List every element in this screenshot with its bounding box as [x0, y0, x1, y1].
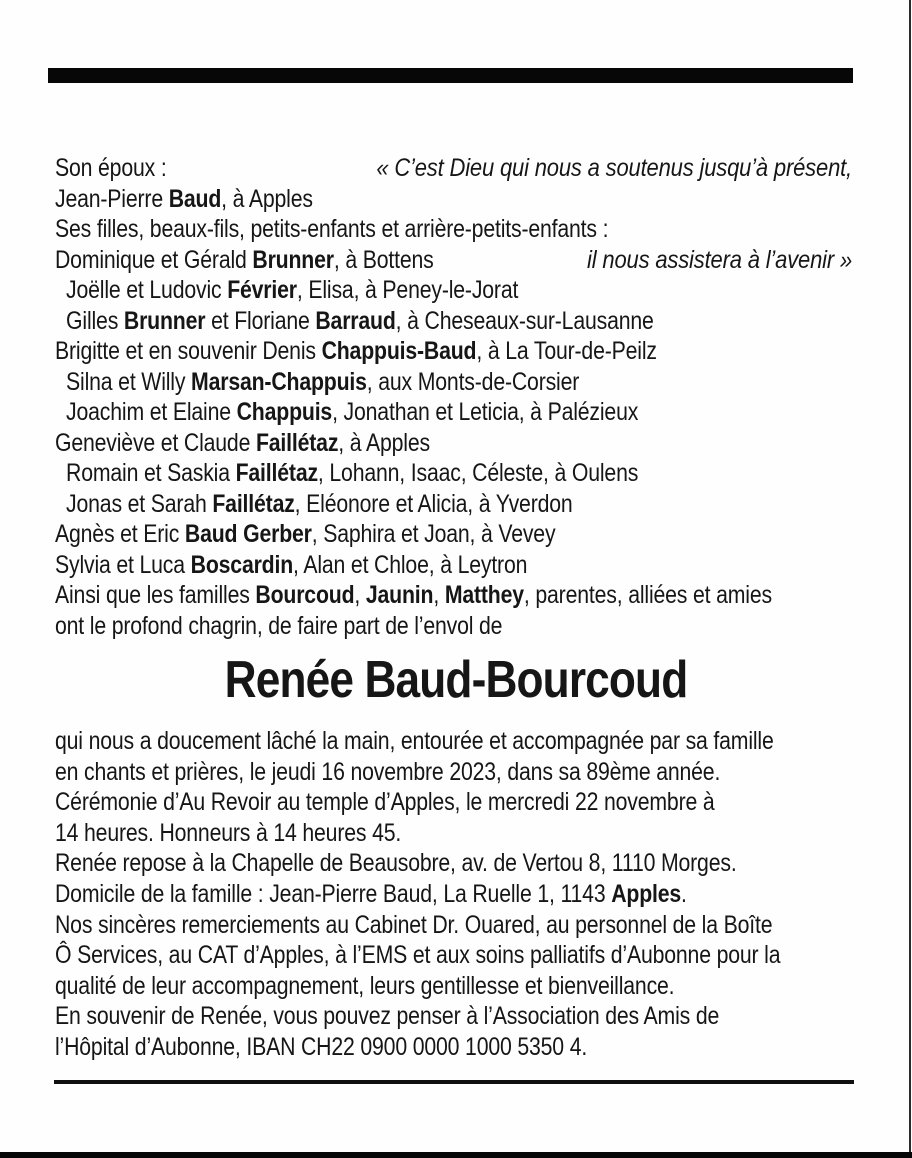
text-line: [55, 1032, 854, 1063]
text-line: [55, 214, 854, 245]
text-segment: Joëlle et Ludovic: [66, 276, 228, 304]
text-segment: Nos sincères remerciements au Cabinet Dr. Ouared, au personnel de la Boîte: [55, 910, 773, 939]
name-bold: Chappuis: [236, 398, 333, 426]
footer-rule: [54, 1080, 854, 1084]
text-segment: En souvenir de Renée, vous pouvez penser à l’Association des Amis de: [55, 1002, 720, 1031]
text-line: [55, 428, 854, 459]
name-bold: Faillétaz: [212, 489, 295, 518]
quote-line-2: il nous assistera à l’avenir »: [587, 245, 852, 274]
text-segment: , à Cheseaux-sur-Lausanne: [395, 306, 654, 335]
text-line: [55, 611, 854, 642]
name-bold: Boscardin: [190, 550, 294, 579]
text-segment: Joachim et Elaine: [66, 398, 237, 426]
text-segment: , Elisa, à Peney-le-Jorat: [296, 276, 519, 304]
name-bold: Brunner: [123, 306, 206, 335]
text-segment: , aux Monts-de-Corsier: [366, 367, 580, 396]
text-line: [55, 580, 854, 611]
text-segment: l’Hôpital d’Aubonne, IBAN CH22 0900 0000 1000 5350 4.: [55, 1032, 588, 1061]
text-segment: Renée repose à la Chapelle de Beausobre, av. de Vertou 8, 1110 Morges.: [55, 849, 737, 878]
text-segment: Ainsi que les familles: [55, 581, 256, 609]
text-line: [55, 818, 854, 849]
text-line: [55, 458, 854, 489]
text-segment: Domicile de la famille : Jean-Pierre Baud, La Ruelle 1, 1143: [55, 879, 612, 908]
text-segment: , Jonathan et Leticia, à Palézieux: [332, 398, 639, 426]
text-line: [55, 519, 854, 550]
text-segment: Agnès et Eric: [55, 520, 185, 548]
text-line: [55, 397, 854, 428]
text-segment: Gilles: [66, 306, 124, 335]
text-segment: , à La Tour-de-Peilz: [476, 337, 657, 365]
text-line: [55, 184, 854, 215]
text-segment: Jean-Pierre: [55, 184, 169, 213]
quote-line-1: « C’est Dieu qui nous a soutenus jusqu’à présent,: [376, 154, 852, 182]
text-line: [55, 848, 854, 879]
text-segment: en chants et prières, le jeudi 16 novembre 2023, dans sa 89ème année.: [55, 757, 721, 786]
text-segment: , à Bottens: [333, 245, 434, 274]
text-segment: , Eléonore et Alicia, à Yverdon: [294, 489, 573, 518]
name-bold: Matthey: [444, 581, 524, 609]
text-line: [55, 787, 854, 818]
text-segment: 14 heures. Honneurs à 14 heures 45.: [55, 818, 402, 847]
text-line: [55, 879, 854, 910]
header-bar: [48, 68, 853, 83]
text-segment: Dominique et Gérald: [55, 245, 253, 274]
text-line: [55, 1001, 854, 1032]
name-bold: Faillétaz: [255, 428, 339, 457]
text-line: [55, 940, 854, 971]
text-segment: ont le profond chagrin, de faire part de l’envol de: [55, 611, 503, 640]
name-bold: Faillétaz: [235, 459, 318, 487]
text-line: [55, 245, 854, 276]
text-line: [55, 550, 854, 581]
text-segment: , parentes, alliées et amies: [523, 581, 772, 609]
text-segment: Romain et Saskia: [66, 459, 236, 487]
text-segment: Brigitte et en souvenir Denis: [55, 337, 322, 365]
text-segment: et Floriane: [205, 306, 316, 335]
name-bold: Barraud: [315, 306, 396, 335]
name-bold: Baud Gerber: [184, 520, 312, 548]
text-line: [55, 910, 854, 941]
name-bold: Marsan-Chappuis: [191, 367, 367, 396]
text-line: [55, 306, 854, 337]
name-bold: Février: [227, 276, 297, 304]
deceased-name: Renée Baud-Bourcoud: [224, 651, 688, 709]
text-segment: Cérémonie d’Au Revoir au temple d’Apples, le mercredi 22 novembre à: [55, 788, 715, 817]
text-line: [55, 971, 854, 1002]
text-segment: Ses filles, beaux-fils, petits-enfants et arrière-petits-enfants :: [55, 215, 609, 243]
text-segment: , à Apples: [338, 428, 430, 457]
name-bold: Jaunin: [365, 581, 434, 609]
text-segment: , à Apples: [221, 184, 313, 213]
text-line: [55, 336, 854, 367]
text-segment: Silna et Willy: [66, 367, 192, 396]
text-segment: Sylvia et Luca: [55, 550, 191, 579]
text-segment: Ô Services, au CAT d’Apples, à l’EMS et aux soins palliatifs d’Aubonne pour la: [55, 941, 781, 970]
text-segment: qui nous a doucement lâché la main, entourée et accompagnée par sa famille: [55, 727, 774, 755]
scan-edge-bottom: [0, 1152, 912, 1158]
name-bold: Brunner: [252, 245, 334, 274]
text-line: [55, 367, 854, 398]
text-segment: ,: [433, 581, 445, 609]
scan-edge-right: [909, 0, 911, 1158]
text-segment: , Alan et Chloe, à Leytron: [293, 550, 528, 579]
name-bold: Apples: [611, 879, 682, 908]
text-line: [55, 153, 854, 184]
text-line: [55, 757, 854, 788]
text-segment: .: [681, 879, 687, 908]
family-list: [55, 153, 854, 641]
text-segment: , Saphira et Joan, à Vevey: [311, 520, 556, 548]
text-segment: ,: [354, 581, 366, 609]
text-line: [55, 275, 854, 306]
name-bold: Baud: [168, 184, 222, 213]
name-bold: Bourcoud: [255, 581, 355, 609]
name-bold: Chappuis-Baud: [321, 337, 477, 365]
text-line: [55, 489, 854, 520]
text-segment: Geneviève et Claude: [55, 428, 256, 457]
text-segment: Jonas et Sarah: [66, 489, 213, 518]
text-segment: Son époux :: [55, 154, 167, 182]
announcement-text: [55, 726, 854, 1063]
text-segment: , Lohann, Isaac, Céleste, à Oulens: [317, 459, 639, 487]
text-line: [55, 726, 854, 757]
text-segment: qualité de leur accompagnement, leurs gentillesse et bienveillance.: [55, 971, 675, 1000]
